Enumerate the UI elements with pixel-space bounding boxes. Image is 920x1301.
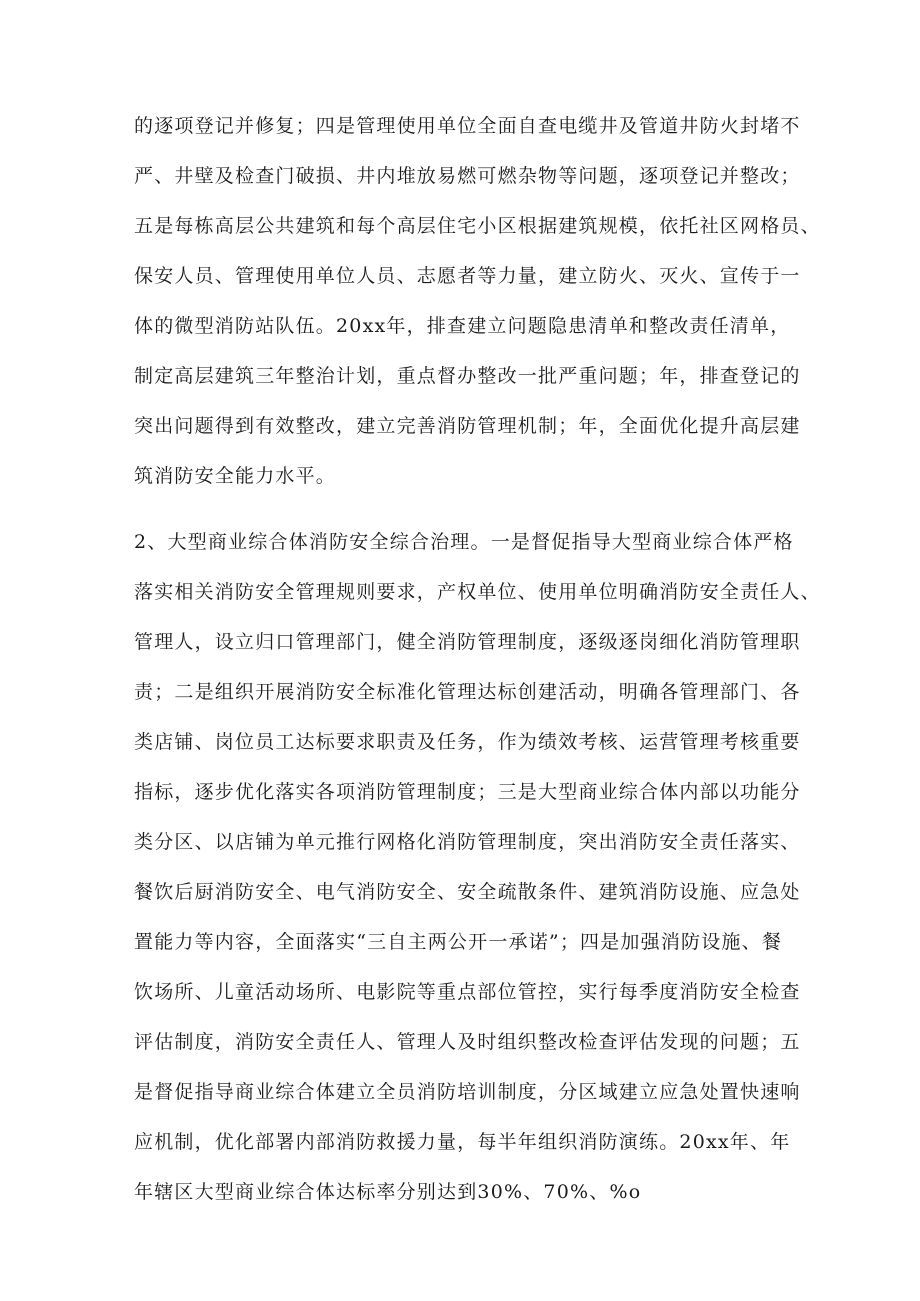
text-line: 突出问题得到有效整改，建立完善消防管理机制；年，全面优化提升高层建 bbox=[134, 415, 801, 437]
text-line: 类分区、以店铺为单元推行网格化消防管理制度，突出消防安全责任落实、 bbox=[134, 831, 801, 853]
text-line: 管理人，设立归口管理部门，健全消防管理制度，逐级逐岗细化消防管理职 bbox=[134, 631, 801, 653]
text-line: 评估制度，消防安全责任人、管理人及时组织整改检查评估发现的问题；五 bbox=[134, 1031, 801, 1053]
text-line: 落实相关消防安全管理规则要求，产权单位、使用单位明确消防安全责任人、 bbox=[134, 581, 821, 603]
text-line: 类店铺、岗位员工达标要求职责及任务，作为绩效考核、运营管理考核重要 bbox=[134, 731, 801, 753]
text-line: 应机制，优化部署内部消防救援力量，每半年组织消防演练。20xx年、年 bbox=[134, 1131, 791, 1153]
text-line: 保安人员、管理使用单位人员、志愿者等力量，建立防火、灭火、宣传于一 bbox=[134, 265, 801, 287]
text-line: 餐饮后厨消防安全、电气消防安全、安全疏散条件、建筑消防设施、应急处 bbox=[134, 881, 801, 903]
text-line: 饮场所、儿童活动场所、电影院等重点部位管控，实行每季度消防安全检查 bbox=[134, 981, 801, 1003]
text-line: 体的微型消防站队伍。20xx年，排查建立问题隐患清单和整改责任清单， bbox=[134, 315, 791, 337]
text-line: 是督促指导商业综合体建立全员消防培训制度，分区域建立应急处置快速响 bbox=[134, 1081, 801, 1103]
text-line: 五是每栋高层公共建筑和每个高层住宅小区根据建筑规模，依托社区网格员、 bbox=[134, 215, 821, 237]
text-line: 制定高层建筑三年整治计划，重点督办整改一批严重问题；年，排查登记的 bbox=[134, 365, 801, 387]
text-line: 严、井壁及检查门破损、井内堆放易燃可燃杂物等问题，逐项登记并整改； bbox=[134, 165, 801, 187]
text-line: 筑消防安全能力水平。 bbox=[134, 465, 337, 487]
text-line: 指标，逐步优化落实各项消防管理制度；三是大型商业综合体内部以功能分 bbox=[134, 781, 801, 803]
text-line: 年辖区大型商业综合体达标率分别达到30%、70%、%o bbox=[134, 1181, 642, 1203]
text-line: 责；二是组织开展消防安全标准化管理达标创建活动，明确各管理部门、各 bbox=[134, 681, 801, 703]
text-line: 2、大型商业综合体消防安全综合治理。一是督促指导大型商业综合体严格 bbox=[134, 531, 794, 553]
text-line: 的逐项登记并修复；四是管理使用单位全面自查电缆井及管道井防火封堵不 bbox=[134, 115, 801, 137]
text-line: 置能力等内容，全面落实“三自主两公开一承诺”；四是加强消防设施、餐 bbox=[134, 931, 783, 953]
